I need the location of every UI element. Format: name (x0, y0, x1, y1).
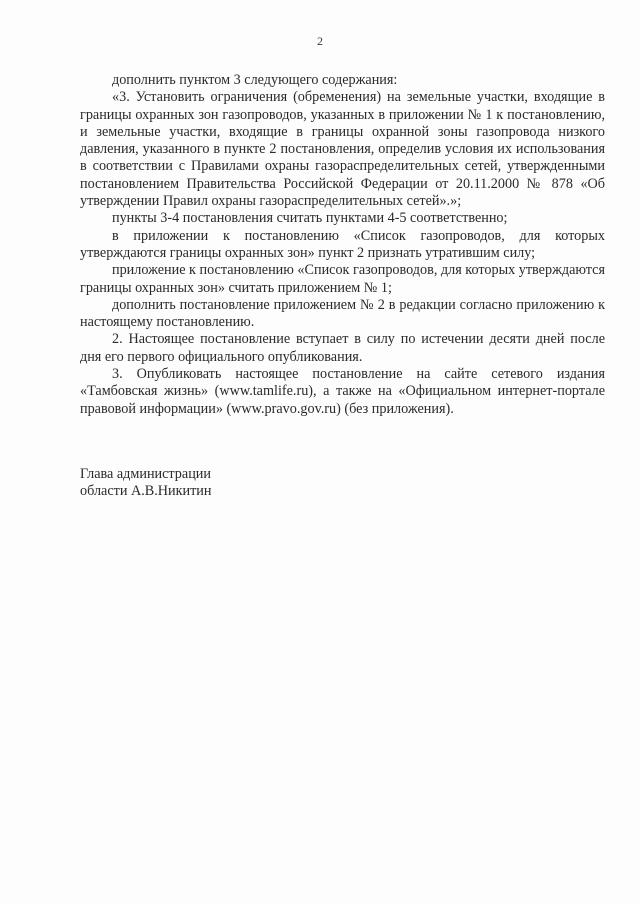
paragraph-intro: дополнить пунктом 3 следующего содержания: (112, 72, 398, 88)
paragraph-add-appendix: дополнить постановление приложением № 2 в редакции согласно приложению к настоящему постановлению. (80, 296, 605, 331)
page-number: 2 (317, 34, 323, 48)
signature-name: области А.В.Никитин (80, 483, 212, 499)
paragraph-appendix-rename: приложение к постановлению «Список газопроводов, для которых утверждаются границы охранных зон» считать приложением № 1; (80, 262, 605, 296)
paragraph-publish: 3. Опубликовать настоящее постановление на сайте сетевого издания «Тамбовская жизнь» (www.tamlife.ru), а также на «Официальном интернет-портале правовой информации» (www.pravo.gov.ru) (без приложения). (80, 366, 605, 417)
signature-title: Глава администрации (80, 466, 211, 482)
paragraph-renumber: пункты 3-4 постановления считать пунктами 4-5 соответственно; (112, 210, 508, 227)
paragraph-point-3: «3. Установить ограничения (обременения) на земельные участки, входящие в границы охранных зон газопроводов, указанных в приложении № 1 к постановлению, и земельные участки, входящие в границы охранной зоны газопровода низкого давления, указанного в пункте 2 постановления, определив условия их использования в соответствии с Правилами охраны газораспределительных сетей, утвержденными постановлением Правительства Российской Федерации от 20.11.2000 № 878 «Об утверждении Правил охраны газораспределительных сетей».»; (80, 89, 605, 210)
signature-block (80, 466, 211, 500)
paragraph-effective: 2. Настоящее постановление вступает в силу по истечении десяти дней после дня его первого официального опубликования. (80, 331, 605, 365)
paragraph-appendix-amend: в приложении к постановлению «Список газопроводов, для которых утверждаются границы охранных зон» пункт 2 признать утратившим силу; (80, 227, 605, 261)
document-body (80, 72, 605, 418)
